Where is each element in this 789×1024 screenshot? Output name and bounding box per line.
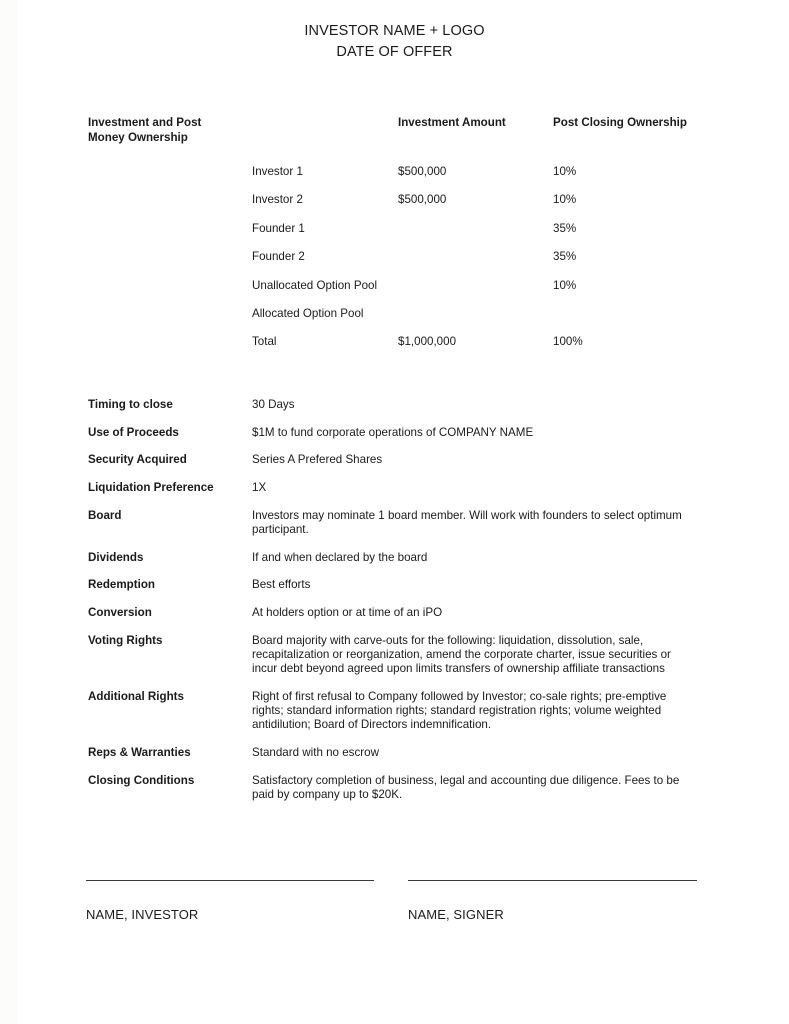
- cap-table-header-post-closing-ownership: Post Closing Ownership: [553, 116, 687, 129]
- cap-row-ownership: 10%: [553, 278, 577, 292]
- term-label: Dividends: [88, 550, 144, 564]
- term-value: Right of first refusal to Company followed by Investor; co-sale rights; pre-emptive rights; standard information rights; standard registration rights; volume weighted antidilution; Board of Directors indemnification.: [252, 689, 667, 732]
- cap-row-label: Investor 2: [252, 193, 303, 207]
- term-value: Series A Prefered Shares: [252, 453, 383, 467]
- cap-table-header-section-line-2: Money Ownership: [88, 131, 188, 144]
- cap-table-header-row: [88, 115, 702, 159]
- term-value: Investors may nominate 1 board member. Will work with founders to select optimum participant.: [252, 508, 682, 537]
- table-row: [88, 335, 702, 363]
- term-sheet-list: [88, 398, 702, 816]
- term-value: If and when declared by the board: [252, 550, 428, 564]
- signature-line[interactable]: [408, 880, 697, 881]
- term-label: Reps & Warranties: [88, 746, 191, 760]
- term-value: 1X: [252, 481, 267, 495]
- cap-row-label: Investor 1: [252, 165, 303, 178]
- term-row-conversion: [88, 606, 702, 620]
- page-title: [0, 21, 789, 63]
- term-value: Standard with no escrow: [252, 746, 379, 760]
- cap-table: [88, 115, 702, 364]
- term-row-security-acquired: [88, 453, 702, 467]
- term-label: Board: [88, 508, 122, 522]
- cap-row-ownership: 10%: [553, 165, 577, 178]
- signature-section: [0, 880, 789, 940]
- term-value: 30 Days: [252, 398, 295, 411]
- term-label: Additional Rights: [88, 689, 184, 703]
- signature-line[interactable]: [86, 880, 374, 881]
- term-row-voting-rights: [88, 634, 702, 677]
- term-label: Voting Rights: [88, 633, 163, 647]
- term-row-closing-conditions: [88, 774, 702, 802]
- cap-row-ownership: 100%: [553, 335, 583, 349]
- cap-row-label: Unallocated Option Pool: [252, 278, 378, 292]
- table-row: [88, 250, 702, 278]
- cap-row-amount: $500,000: [398, 193, 447, 207]
- term-row-liquidation-preference: [88, 481, 702, 495]
- cap-row-amount: $500,000: [398, 165, 447, 178]
- term-value: $1M to fund corporate operations of COMPANY NAME: [252, 425, 534, 439]
- table-row: [88, 307, 702, 335]
- signature-block-signer: [408, 880, 697, 923]
- scan-edge-artifact: [0, 0, 17, 1024]
- term-row-redemption: [88, 578, 702, 592]
- table-row: [88, 193, 702, 221]
- term-row-additional-rights: [88, 690, 702, 733]
- cap-table-body: [88, 165, 702, 364]
- cap-row-ownership: 35%: [553, 250, 577, 264]
- table-row: [88, 279, 702, 307]
- term-label: Timing to close: [88, 398, 173, 411]
- term-row-dividends: [88, 551, 702, 565]
- signature-name-label: NAME, SIGNER: [408, 907, 504, 922]
- table-row: [88, 222, 702, 250]
- term-value: Satisfactory completion of business, legal and accounting due diligence. Fees to be paid by company up to $20K.: [252, 773, 680, 801]
- cap-table-header-section-line-1: Investment and Post: [88, 116, 202, 129]
- term-row-timing-to-close: [88, 398, 702, 412]
- signature-name-label: NAME, INVESTOR: [86, 907, 199, 922]
- term-row-reps-and-warranties: [88, 746, 702, 760]
- signature-block-investor: [86, 880, 374, 923]
- term-value: At holders option or at time of an iPO: [252, 606, 443, 620]
- cap-row-amount: $1,000,000: [398, 335, 457, 349]
- cap-row-label: Founder 1: [252, 221, 305, 235]
- term-value: Board majority with carve-outs for the following: liquidation, dissolution, sale, recapitalization or reorganization, amend the corporate charter, issue securities or incur debt beyond agreed upon limits transfers of ownership affiliate transactions: [252, 633, 671, 676]
- table-row: [88, 165, 702, 193]
- term-label: Conversion: [88, 606, 152, 620]
- term-value: Best efforts: [252, 578, 311, 592]
- cap-table-header-investment-amount: Investment Amount: [398, 116, 506, 129]
- title-line-investor-name: INVESTOR NAME + LOGO: [304, 23, 485, 39]
- term-row-board: [88, 509, 702, 537]
- cap-row-label: Total: [252, 335, 277, 349]
- cap-row-label: Allocated Option Pool: [252, 306, 364, 320]
- cap-row-label: Founder 2: [252, 250, 305, 264]
- cap-table-header-section: [88, 115, 288, 145]
- cap-row-ownership: 10%: [553, 193, 577, 207]
- term-row-use-of-proceeds: [88, 426, 702, 440]
- term-label: Liquidation Preference: [88, 481, 214, 495]
- term-label: Closing Conditions: [88, 773, 195, 787]
- term-label: Security Acquired: [88, 453, 187, 467]
- term-label: Use of Proceeds: [88, 425, 179, 439]
- cap-row-ownership: 35%: [553, 221, 577, 235]
- title-line-date-of-offer: DATE OF OFFER: [336, 44, 453, 60]
- term-label: Redemption: [88, 578, 155, 592]
